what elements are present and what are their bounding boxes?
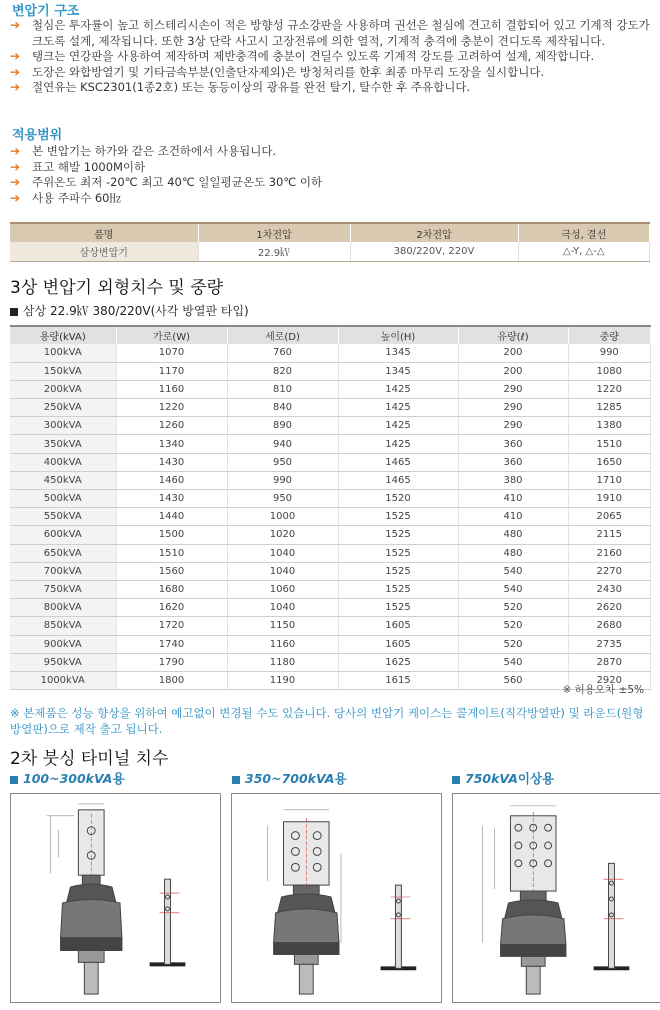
table-row [10,435,651,453]
table-cell: 2620 [568,599,651,617]
structure-list [10,18,650,96]
scope-title: 적용범위 [12,128,63,143]
table-cell: 1710 [568,471,651,489]
table-cell: 1430 [116,453,227,471]
table-cell: 350kVA [10,435,116,453]
table-cell: 1465 [338,453,458,471]
table-cell: 650kVA [10,544,116,562]
column-header: 극성, 결선 [518,223,650,242]
spec-table [10,222,650,262]
table-cell: 2065 [568,508,651,526]
table-cell: 1340 [116,435,227,453]
table-cell: 1500 [116,526,227,544]
table-cell: 410 [458,490,568,508]
table-cell: 520 [458,599,568,617]
table-row [10,635,651,653]
table-cell: 360 [458,453,568,471]
table-cell: 1345 [338,362,458,380]
table-cell: 290 [458,380,568,398]
table-cell: 990 [227,471,338,489]
list-item: ➔ 절연유는 KSC2301(1종2호) 또는 동등이상의 광유를 완전 탈기, 탈수한 후 주유합니다. [10,80,471,94]
dimensions-subtitle: 삼상 22.9㎸ 380/220V(사각 방열판 타입) [10,302,249,319]
table-cell: 1040 [227,599,338,617]
table-cell: 750kVA [10,580,116,598]
table-cell: 1460 [116,471,227,489]
table-row [10,599,651,617]
table-cell: 1680 [116,580,227,598]
table-cell: 1740 [116,635,227,653]
table-cell: 2430 [568,580,651,598]
table-cell: 550kVA [10,508,116,526]
table-cell: 1060 [227,580,338,598]
table-cell: 1430 [116,490,227,508]
table-cell: 1800 [116,671,227,689]
column-header: 높이(H) [338,326,458,344]
table-cell: 1000 [227,508,338,526]
table-row [10,508,651,526]
table-cell: 850kVA [10,617,116,635]
table-cell: 1525 [338,508,458,526]
table-row [10,544,651,562]
table-cell: 1465 [338,471,458,489]
table-row [10,344,651,362]
table-cell: 2115 [568,526,651,544]
table-cell: 890 [227,417,338,435]
column-header: 유량(ℓ) [458,326,568,344]
arrow-right-icon: ➔ [10,64,21,79]
table-cell: 1790 [116,653,227,671]
table-header-row [10,223,650,242]
table-cell: 1150 [227,617,338,635]
tolerance-note: ※ 허용오차 ±5% [562,684,644,696]
table-cell: 940 [227,435,338,453]
column-header: 용량(kVA) [10,326,116,344]
table-cell: 2870 [568,653,651,671]
table-cell: 540 [458,653,568,671]
table-cell: 950 [227,490,338,508]
bushing-terminal-illustration [453,794,660,1002]
table-cell: 250kVA [10,399,116,417]
table-row [10,490,651,508]
table-cell: 1425 [338,380,458,398]
table-cell: 2270 [568,562,651,580]
table-row [10,580,651,598]
table-cell: 1440 [116,508,227,526]
table-cell: 1040 [227,562,338,580]
table-cell: 410 [458,508,568,526]
table-cell: 840 [227,399,338,417]
table-cell: 520 [458,617,568,635]
arrow-right-icon: ➔ [10,49,21,63]
table-cell: 1510 [568,435,651,453]
table-cell: 200 [458,344,568,362]
table-cell: 1910 [568,490,651,508]
arrow-right-icon: ➔ [10,144,21,158]
table-cell: 360 [458,435,568,453]
table-cell: △-Y, △-△ [518,242,650,261]
table-cell: 1170 [116,362,227,380]
dimensions-table [10,325,651,690]
table-cell: 200 [458,362,568,380]
table-row [10,617,651,635]
list-item: ➔ 표고 해발 1000M이하 [10,159,146,174]
table-cell: 1180 [227,653,338,671]
table-cell: 1605 [338,617,458,635]
table-row [10,653,651,671]
table-cell: 800kVA [10,599,116,617]
table-cell: 1020 [227,526,338,544]
table-cell: 2160 [568,544,651,562]
square-bullet-icon [10,776,18,784]
table-cell: 22.9㎸ [198,242,350,261]
table-cell: 1380 [568,417,651,435]
table-row [10,362,651,380]
table-cell: 2920 [568,671,651,689]
column-header: 중량 [568,326,651,344]
table-row [10,380,651,398]
table-cell: 1040 [227,544,338,562]
table-cell: 200kVA [10,380,116,398]
table-cell: 1285 [568,399,651,417]
scope-list [10,144,650,206]
arrow-right-icon: ➔ [10,80,21,94]
table-cell: 1080 [568,362,651,380]
bushing-drawing-medium [231,793,442,1003]
column-header: 1차전압 [198,223,350,242]
table-cell: 950kVA [10,653,116,671]
table-cell: 600kVA [10,526,116,544]
table-cell: 900kVA [10,635,116,653]
table-row [10,562,651,580]
table-cell: 2735 [568,635,651,653]
dimensions-table-body [10,344,651,690]
table-cell: 290 [458,399,568,417]
bushing-drawing-large [452,793,660,1003]
table-cell: 520 [458,635,568,653]
table-cell: 950 [227,453,338,471]
table-cell: 820 [227,362,338,380]
table-cell: 1525 [338,526,458,544]
table-cell: 1560 [116,562,227,580]
list-item: ➔ 사용 주파수 60㎐ [10,190,121,205]
table-cell: 1625 [338,653,458,671]
structure-title: 변압기 구조 [12,4,80,19]
table-cell: 1220 [568,380,651,398]
caption-100-300: 100~300kVA용 [10,769,125,787]
table-cell: 810 [227,380,338,398]
notice-text: ※ 본제품은 성능 향상을 위하여 예고없이 변경될 수도 있습니다. 당사의 변압기 케이스는 콜게이트(직각방열판) 및 라운드(원형방열판)으로 제작 출고 됩니다. [10,706,644,736]
table-cell: 1345 [338,344,458,362]
list-item: ➔ 철심은 투자률이 높고 히스테리시손이 적은 방향성 규소강판을 사용하며 권선은 철심에 견고히 결합되어 있고 기계적 강도가 크도록 설계, 제작됩니다. 또한 3상 단락 사고시 고장전류에 의한 열적, 기계적 충격에 충분이 견디도록 제작됩니다. [10,18,650,48]
table-cell: 300kVA [10,417,116,435]
table-cell: 540 [458,562,568,580]
dimensions-title: 3상 변압기 외형치수 및 중량 [10,278,224,298]
table-cell: 1260 [116,417,227,435]
list-item: ➔ 도장은 와합방열기 및 기타금속부분(인출단자제외)은 방청처리를 한후 최종 마무리 도장을 실시합니다. [10,64,545,79]
table-cell: 150kVA [10,362,116,380]
caption-350-700: 350~700kVA용 [232,769,347,787]
table-cell: 380 [458,471,568,489]
arrow-right-icon: ➔ [10,159,21,174]
table-row [10,526,651,544]
column-header: 2차전압 [350,223,518,242]
table-row [10,471,651,489]
table-cell: 1650 [568,453,651,471]
table-cell: 1160 [227,635,338,653]
table-cell: 1190 [227,671,338,689]
caption-750-up: 750kVA이상용 [452,769,554,787]
table-cell: 100kVA [10,344,116,362]
arrow-right-icon: ➔ [10,190,21,205]
arrow-right-icon: ➔ [10,175,21,189]
bushing-terminal-illustration [232,794,441,1002]
table-cell: 삼상변압기 [10,242,198,261]
table-cell: 1220 [116,399,227,417]
list-item: ➔ 탱크는 연강판을 사용하여 제작하며 제반충격에 충분이 견딜수 있도록 기계적 강도를 고려하여 설계, 제작합니다. [10,49,595,63]
table-cell: 700kVA [10,562,116,580]
table-cell: 1620 [116,599,227,617]
list-item: ➔ 주위온도 최저 -20℃ 최고 40℃ 일일평균온도 30℃ 이하 [10,175,323,189]
table-cell: 540 [458,580,568,598]
table-cell: 1720 [116,617,227,635]
table-cell: 1525 [338,562,458,580]
table-row [10,399,651,417]
square-bullet-icon [232,776,240,784]
table-row [10,671,651,689]
table-cell: 380/220V, 220V [350,242,518,261]
table-cell: 500kVA [10,490,116,508]
square-bullet-icon [10,308,18,316]
column-header: 품명 [10,223,198,242]
table-cell: 290 [458,417,568,435]
bushing-drawing-small [10,793,221,1003]
table-cell: 1160 [116,380,227,398]
table-cell: 400kVA [10,453,116,471]
list-item: ➔ 본 변압기는 하가와 같은 조건하에서 사용됩니다. [10,144,277,158]
table-cell: 1525 [338,544,458,562]
table-cell: 1615 [338,671,458,689]
table-cell: 1070 [116,344,227,362]
table-cell: 1425 [338,399,458,417]
square-bullet-icon [452,776,460,784]
table-cell: 560 [458,671,568,689]
table-cell: 2680 [568,617,651,635]
table-cell: 1525 [338,580,458,598]
column-header: 세로(D) [227,326,338,344]
bushing-terminal-illustration [11,794,220,1002]
table-cell: 1605 [338,635,458,653]
terminal-title: 2차 붓싱 타미널 치수 [10,749,169,769]
table-cell: 1520 [338,490,458,508]
table-row [10,242,650,261]
table-cell: 1425 [338,417,458,435]
table-cell: 450kVA [10,471,116,489]
table-cell: 1000kVA [10,671,116,689]
table-cell: 480 [458,526,568,544]
table-cell: 1510 [116,544,227,562]
table-row [10,453,651,471]
table-row [10,417,651,435]
arrow-right-icon: ➔ [10,18,21,32]
table-cell: 760 [227,344,338,362]
table-cell: 1525 [338,599,458,617]
table-cell: 480 [458,544,568,562]
table-cell: 990 [568,344,651,362]
table-cell: 1425 [338,435,458,453]
column-header: 가로(W) [116,326,227,344]
table-header-row [10,326,651,344]
